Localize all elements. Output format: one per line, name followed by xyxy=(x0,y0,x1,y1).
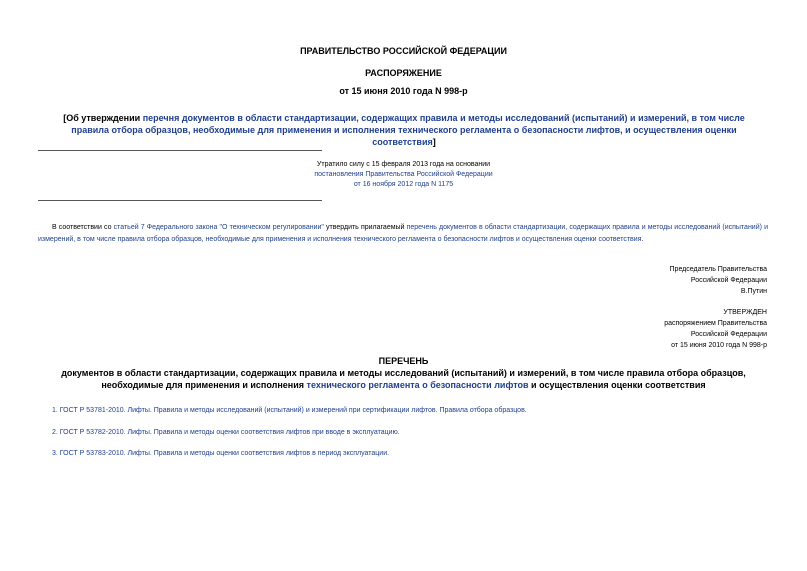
tech-regulation-link[interactable]: технического регламента о безопасности лифтов xyxy=(306,380,529,390)
list-item-gost-53781[interactable]: 1. ГОСТ Р 53781-2010. Лифты. Правила и методы исследований (испытаний) и измерений при сертификации лифтов. Правила отбора образцов. xyxy=(52,407,527,414)
status-note-link[interactable]: постановления Правительства Российской Федерации xyxy=(314,171,493,178)
document-type: РАСПОРЯЖЕНИЕ xyxy=(365,68,442,78)
signature-block xyxy=(670,264,767,297)
signature-name: В.Путин xyxy=(740,288,767,295)
body-part3: . xyxy=(641,236,644,243)
title-close: ] xyxy=(432,137,436,147)
list-heading xyxy=(0,355,807,391)
title-link[interactable]: перечня документов в области стандартизации, содержащих правила и методы исследований (испытаний) и измерений, в том числе правила отбора образцов, необходимые для применения и исполнения технического регламента о безопасности лифтов, и осуществления оценки соответствия xyxy=(71,113,745,147)
government-name: ПРАВИТЕЛЬСТВО РОССИЙСКОЙ ФЕДЕРАЦИИ xyxy=(300,46,507,56)
approval-line2: распоряжением Правительства xyxy=(664,320,767,327)
status-note xyxy=(0,160,807,190)
approval-line3: Российской Федерации xyxy=(690,331,767,338)
list-document-link[interactable]: перечень документов в области стандартизации, содержащих правила и методы исследований (испытаний) и измерений, в том числе правила отбора образцов, необходимые для применения и исполнения технического регламента о безопасности лифтов и осуществления оценки соответствия xyxy=(38,224,768,243)
signature-line2: Российской Федерации xyxy=(690,277,767,284)
list-heading-line1: документов в области стандартизации, содержащих правила и методы исследований (испытаний) и измерений, в том числе правила отбора образцов, xyxy=(61,368,746,378)
body-part2: утвердить прилагаемый xyxy=(323,224,407,231)
approval-line1: УТВЕРЖДЕН xyxy=(723,309,767,316)
list-item-gost-53783[interactable]: 3. ГОСТ Р 53783-2010. Лифты. Правила и методы оценки соответствия лифтов в период эксплуатации. xyxy=(52,450,390,457)
document-title xyxy=(48,112,760,148)
list-title: ПЕРЕЧЕНЬ xyxy=(378,356,429,366)
approval-line4: от 15 июня 2010 года N 998-р xyxy=(671,342,767,349)
status-note-link-date[interactable]: от 16 ноября 2012 года N 1175 xyxy=(353,181,454,188)
list-heading-line2 xyxy=(0,379,807,391)
list-heading-line2-start: необходимые для применения и исполнения xyxy=(101,380,307,390)
divider-top xyxy=(38,150,322,151)
divider-bottom xyxy=(38,200,322,201)
body-paragraph xyxy=(38,222,768,246)
law-article-link[interactable]: статьей 7 Федерального закона "О техническом регулировании" xyxy=(113,224,324,231)
document-date-number: от 15 июня 2010 года N 998-р xyxy=(339,86,468,96)
status-note-line1: Утратило силу с 15 февраля 2013 года на основании xyxy=(316,161,491,168)
list-item-gost-53782[interactable]: 2. ГОСТ Р 53782-2010. Лифты. Правила и методы оценки соответствия лифтов при вводе в эксплуатацию. xyxy=(52,429,400,436)
title-open: [Об утверждении xyxy=(63,113,143,123)
approval-block xyxy=(664,307,767,351)
list-heading-line2-end: и осуществления оценки соответствия xyxy=(528,380,706,390)
signature-line1: Председатель Правительства xyxy=(669,266,767,273)
body-part1: В соответствии со xyxy=(52,224,114,231)
